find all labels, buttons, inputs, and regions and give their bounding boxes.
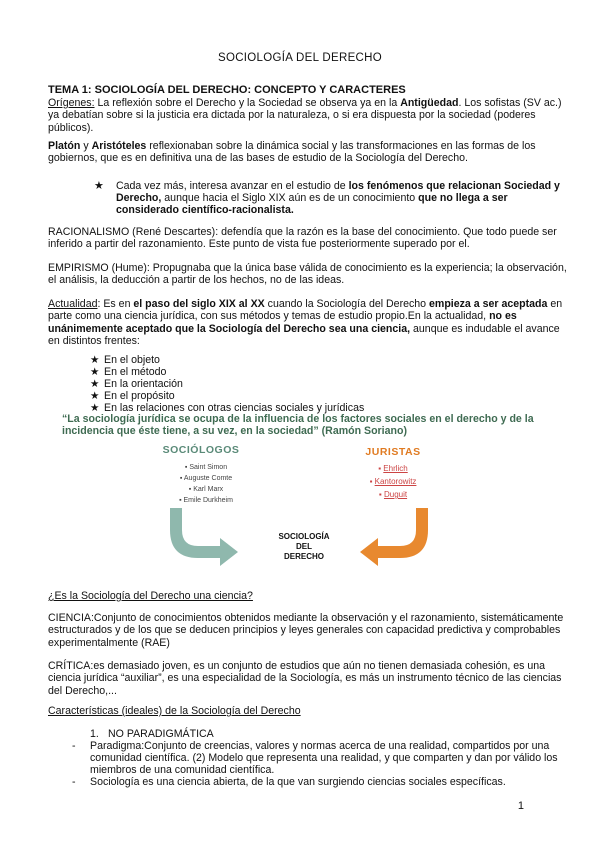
- sociologo-name: Saint Simon: [189, 464, 228, 471]
- aristoteles-name: Aristóteles: [91, 140, 147, 152]
- frente-label: En el objeto: [104, 354, 160, 366]
- center-line: DEL: [296, 542, 312, 551]
- platon-and: y: [80, 140, 92, 152]
- center-line: DERECHO: [283, 552, 324, 561]
- platon-name: Platón: [48, 140, 81, 152]
- list-item: [90, 728, 560, 740]
- origenes-text: La reflexión sobre el Derecho y la Sociedad se observa ya en la: [97, 97, 398, 109]
- center-line: SOCIOLOGÍA: [278, 532, 330, 541]
- sociologo-name: Emile Durkheim: [183, 497, 233, 504]
- star-bullet-icon: ★: [90, 366, 100, 378]
- star-bold-2: que no llega a ser considerado científico-racionalista.: [116, 192, 508, 216]
- actualidad-text-2: cuando la Sociología del Derecho: [264, 298, 430, 310]
- sociologo-name: Karl Marx: [193, 486, 224, 493]
- list-item: [72, 776, 560, 788]
- actualidad-paragraph: [48, 298, 568, 348]
- ciencia-definition: CIENCIA:Conjunto de conocimientos obtenidos mediante la observación y el razonamiento, sistemáticamente estructurados y de los que se deducen principios y leyes generales con capacidad predictiva y comprobables experimentalmente (RAE): [48, 612, 564, 649]
- star-text-2: aunque hacia el Siglo XIX aún es de un conocimiento: [161, 192, 419, 204]
- list-item: [72, 740, 560, 776]
- star-bullet-icon: ★: [90, 390, 100, 402]
- jurista-name: Ehrlich: [383, 464, 408, 473]
- frente-label: En la orientación: [104, 378, 183, 390]
- actualidad-bold-1: el paso del siglo XIX al XX: [133, 298, 265, 310]
- frente-label: En el método: [104, 366, 167, 378]
- juristas-list: [348, 462, 438, 501]
- sociology-diagram: [150, 440, 460, 575]
- ciencia-question: ¿Es la Sociología del Derecho una ciencia?: [48, 590, 253, 602]
- critica-paragraph: CRÍTICA:es demasiado joven, es un conjunto de estudios que aún no tienen demasiada cohesión, es una ciencia jurídica “auxiliar”, es una especialidad de la Sociología, es más un instrumento técnico de las ciencias del Derecho,...: [48, 660, 562, 697]
- jurista-name: Kantorowitz: [374, 477, 417, 486]
- list-item: [90, 390, 560, 402]
- sociologos-title-text: SOCIÓLOGOS: [162, 444, 240, 456]
- frente-label: En las relaciones con otras ciencias sociales y jurídicas: [104, 402, 365, 414]
- platon-text: reflexionaban sobre la dinámica social y las transformaciones en las formas de los gobiernos, que es en definitiva una de las bases de estudio de la Sociología del Derecho.: [48, 140, 536, 165]
- soriano-quote: “La sociología jurídica se ocupa de la influencia de los factores sociales en el derecho y de la incidencia que éste tiene, a su vez, en la sociedad” (Ramón Soriano): [62, 413, 534, 438]
- jurista-name: Duguit: [383, 490, 408, 499]
- center-label: [254, 532, 354, 562]
- list-item: ▪ Duguit: [378, 490, 408, 499]
- star-bullet-icon: ★: [90, 378, 100, 390]
- origenes-paragraph: [48, 97, 568, 134]
- left-curved-arrow: [170, 508, 238, 566]
- frentes-list: [90, 354, 560, 414]
- star-bold-1: los fenómenos que relacionan Sociedad y Derecho,: [116, 180, 560, 204]
- list-text: Sociología es una ciencia abierta, de la que van surgiendo ciencias sociales específicas.: [90, 776, 506, 788]
- star-paragraph: [94, 180, 560, 216]
- document-title: SOCIOLOGÍA DEL DERECHO: [217, 52, 383, 64]
- sociologos-title: [156, 444, 246, 456]
- platon-paragraph: [48, 140, 568, 165]
- list-text: NO PARADIGMÁTICA: [108, 728, 214, 740]
- star-bullet-icon: ★: [90, 354, 100, 366]
- origenes-label: Orígenes:: [48, 97, 95, 109]
- actualidad-bold-2: empieza a ser aceptada: [429, 298, 548, 310]
- list-marker: -: [72, 776, 76, 788]
- star-bullet-icon: ★: [94, 180, 104, 192]
- actualidad-text-3: en parte como una ciencia jurídica, con sus métodos y temas de estudio propio.En la actualidad,: [48, 298, 563, 323]
- juristas-title-text: JURISTAS: [365, 446, 421, 458]
- origenes-bold: Antigüedad: [400, 97, 459, 109]
- list-item: ▪ Kantorowitz: [369, 477, 417, 486]
- page-number: 1: [517, 800, 524, 812]
- list-item: [90, 378, 560, 390]
- list-item: ▪ Saint Simon: [184, 464, 228, 471]
- actualidad-text-1: : Es en: [97, 298, 134, 310]
- sociologo-name: Auguste Comte: [183, 475, 233, 482]
- list-item: ▪ Karl Marx: [188, 486, 224, 493]
- actualidad-text-4: aunque es indudable el avance en distintos frentes:: [48, 322, 560, 348]
- list-item: ▪ Ehrlich: [378, 464, 408, 473]
- list-marker: -: [72, 740, 76, 752]
- sociologos-list: [156, 462, 256, 506]
- empirismo-paragraph: EMPIRISMO (Hume): Propugnaba que la única base válida de conocimiento es la experiencia; la observación, el análisis, la deducción a partir de los hechos, no de las ideas.: [48, 262, 567, 287]
- racionalismo-paragraph: RACIONALISMO (René Descartes): defendía que la razón es la base del conocimiento. Que todo puede ser inferido a partir del razonamiento. Este punto de vista fue posteriormente superado por el.: [48, 226, 557, 251]
- list-text: Paradigma:Conjunto de creencias, valores y normas acerca de una realidad, compartidos por una comunidad científica. (2) Modelo que representa una realidad, y que comparten y dan por válido los miembros de una comunidad científica.: [90, 740, 558, 776]
- right-curved-arrow: [360, 508, 428, 566]
- actualidad-bold-3: no es unánimemente aceptado que la Sociología del Derecho sea una ciencia,: [48, 310, 517, 335]
- caracteristicas-list: [72, 728, 560, 788]
- star-text-1: Cada vez más, interesa avanzar en el estudio de: [116, 180, 349, 192]
- list-item: ▪ Auguste Comte: [179, 475, 233, 482]
- list-item: ▪ Emile Durkheim: [179, 497, 233, 504]
- actualidad-label: Actualidad: [48, 298, 98, 310]
- juristas-title: [348, 446, 438, 458]
- list-item: [90, 354, 560, 366]
- caracteristicas-title: Características (ideales) de la Sociología del Derecho: [48, 705, 301, 717]
- list-marker: 1.: [90, 728, 99, 740]
- section-heading: TEMA 1: SOCIOLOGÍA DEL DERECHO: CONCEPTO Y CARACTERES: [48, 84, 406, 96]
- frente-label: En el propósito: [104, 390, 175, 402]
- star-bullet-icon: ★: [90, 402, 100, 414]
- list-item: [90, 366, 560, 378]
- origenes-text-2: . Los sofistas (SV ac.) ya debatían sobre si la justicia era dictada por la naturaleza, o si era dispuesta por la sociedad (poderes públicos).: [48, 97, 562, 134]
